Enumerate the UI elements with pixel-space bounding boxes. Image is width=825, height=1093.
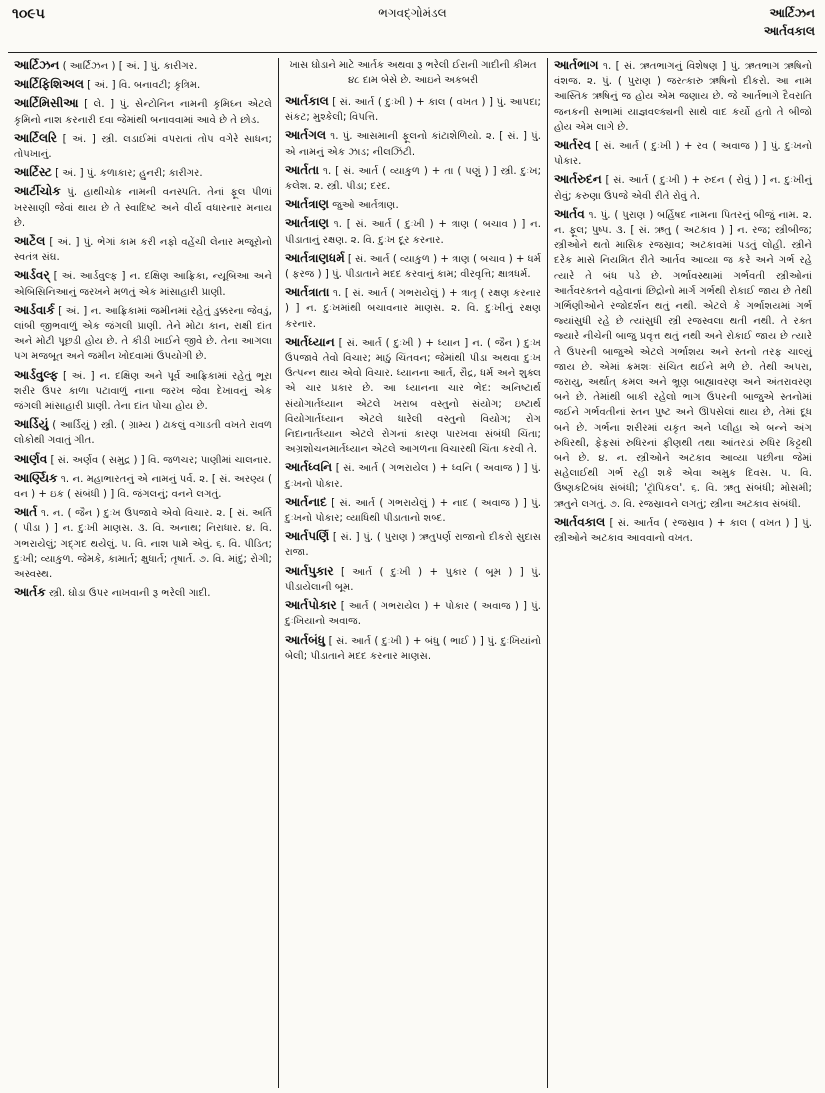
entry-headword: આર્તપોકાર	[285, 598, 337, 613]
entry-definition: [ આર્ત ( ગભરાયેલ ) + પોકાર ( અવાજ ) ] પું. દુઃખિયાનો અવાજ.	[285, 601, 541, 628]
entry-definition: ૧. [ સં. આર્ત ( વ્યાકુળ ) + તા ( પણું ) ] સ્ત્રી. દુઃખ; કલેશ. ૨. સ્ત્રી. પીડા; દરદ.	[285, 165, 541, 193]
dictionary-entry	[14, 268, 272, 299]
entry-definition: ( આર્ડિયું ) સ્ત્રી. ( ગ્રામ્ય ) ઢાકલું વગાડતી વખતે રાવળ લોકોથી ગવાતું ગીત.	[14, 420, 272, 447]
dictionary-entry	[14, 303, 272, 365]
dictionary-entry	[14, 58, 272, 74]
dictionary-entry	[554, 58, 812, 135]
guide-words	[764, 4, 815, 40]
dictionary-entry	[285, 633, 541, 664]
entry-definition: [ સં. અર્ણવ ( સમુદ્ર ) ] વિ. જળચર; પાણીમાં ચાલનાર.	[47, 454, 272, 466]
entry-definition: પું. હાથીચોક નામની વનસ્પતિ. તેનાં ફૂલ પીળાં ખરસાણી જેવાં થાય છે તે સ્વાદિષ્ટ અને વીર્ય વધારનાર મનાય છે.	[14, 187, 272, 229]
entry-headword: આર્તપુકાર	[285, 563, 334, 578]
entry-definition: ૧. ન. ( જૈન ) દુઃખ ઉપજાવે એવો વિચાર. ૨. [ સં. અર્તિ ( પીડા ) ] ન. દુઃખી માણસ. ૩. વિ. અનાથ; નિરાધાર. ૪. વિ. ગભરાયેલું; ગદ્ગદ થયેલું. ૫. વિ. નાશ પામે એવું. ૬. વિ. પીડિત; દુઃખી; વ્યાકુળ. જેમકે, કામાર્ત; ક્ષુધાર્ત; તૃષાર્ત. ૭. વિ. માંદું; રોગી; અસ્વસ્થ.	[14, 508, 272, 581]
entry-headword: આર્તત્રાણ	[285, 216, 330, 231]
entry-headword: આર્તબંધુ	[285, 632, 326, 647]
entry-headword: આર્તપર્ણિ	[285, 529, 330, 544]
entry-definition: ૧. પું. ( પુરાણ ) બર્હિષદ નામના પિતરનું બીજું નામ. ૨. ન. ફૂલ; પુષ્પ. ૩. [ સં. ઋતુ ( અટકાવ ) ] ન. રજ; સ્ત્રીબીજ; સ્ત્રીઓને થતો માસિક રજસ્રાવ; અટકાવમાં પડતું લોહી. સ્ત્રીને દરેક માસે નિયમિત રીતે આર્તવ આવ્યા જ કરે અને ગર્ભ રહે ત્યારે તે બંધ પડે છે. ગર્ભાવસ્થામાં ગર્ભવતી સ્ત્રીઓનાં આર્તવરક્તને વહેવાનાં છિદ્રોનો માર્ગ ગર્ભથી રોકાઈ જાય છે તેથી ગર્ભિણીઓને રજોદર્શન થતું નથી. એટલે કે ગર્ભાશયમાં ગર્ભ જ્યાંસુધી રહે છે ત્યાંસુધી સ્ત્રી રજસ્વલા થતી નથી. તે રક્ત જ્યારે નીચેની બાજુ પ્રવૃત્ત થતું નથી અને રોકાઈ જાય છે ત્યારે તે ઉપરની બાજુએ એટલે ગર્ભાશય અને સ્તનો તરફ ચાલ્યું જાય છે. એમાં ક્રમશઃ સંચિત થઈને મળે છે. તેથી અપરા, જરાયુ, અર્થાત્ કમલ અને ભ્રૂણ બાહ્યાવરણ અને અંતરાવરણ બને છે. તેમાંથી બાકી રહેલો ભાગ ઉપરની બાજુએ સ્તનોમાં જઈને ગર્ભવતીનાં સ્તન પુષ્ટ અને ઊપસેલાં થાય છે, તેમાં દૂધ બને છે. ગર્ભના શરીરમાં યકૃત અને પ્લીહા એ બન્ને અંગ રુધિરથી, ફેફસાં રુધિરનાં ફીણથી તથા આંતરડાં રુધિર કિટ્ટથી બને છે. ૪. ન. સ્ત્રીઓને અટકાવ આવ્યા પછીના જેમાં સહેલાઈથી ગર્ભ રહી શકે એવા અમુક દિવસ. ૫. વિ. ઉષ્ણકટિબંધ સંબંધી; 'ટ્રૉપિકલ'. ૬. વિ. ઋતુ સંબંધી; મોસમી; ઋતુને લગતું. ૭. વિ. રજસ્રાવને લગતું; સ્ત્રીના અટકાવ સંબંધી.	[554, 209, 812, 510]
entry-definition: [ અં. ] ન. આફ્રિકામાં જમીનમાં રહેતું ડુક્કરના જેવડું, લાંબી જીભવાળું એક જંગલી પ્રાણી. તેને મોટા કાન, રાક્ષી દાંત અને મોટી પૂછડી હોય છે. તે કીડી ખાઈને જીવે છે. તેના આગલા પગ મજબૂત અને જમીન ખોદવામાં ઉપયોગી છે.	[14, 305, 272, 363]
entry-definition: [ સં. આર્ત ( દુઃખી ) + કાલ ( વખત ) ] પું. આપદા; સંકટ; મુશ્કેલી; વિપત્તિ.	[285, 97, 541, 124]
entry-headword: આર્ડવાર્ક	[14, 302, 55, 317]
dictionary-entry	[14, 505, 272, 582]
entry-headword: આર્ણવ	[14, 451, 48, 466]
entry-headword: આર્ત	[14, 505, 38, 520]
dictionary-entry	[285, 564, 541, 595]
entry-headword: આર્તભાગ	[554, 58, 599, 72]
entry-definition: [ સં. આર્ત ( દુઃખી ) + બંધુ ( ભાઈ ) ] પું. દુઃખિયાંનો બેલી; પીડાતાને મદદ કરનાર માણસ.	[285, 635, 541, 662]
dictionary-entry	[285, 460, 541, 491]
entry-definition: ૧. ન. મહાભારતનું એ નામનું પર્વ. ૨. [ સં. અરણ્ય ( વન ) + ઇક ( સંબંધી ) ] વિ. જંગલનું; વનને લગતું.	[14, 473, 272, 501]
entry-headword: આર્તગલ	[285, 128, 327, 143]
dictionary-entry	[285, 285, 541, 332]
entry-definition: [ સં. આર્ત ( ગભરાયેલ ) + ધ્વનિ ( અવાજ ) ] પું. દુઃખનો પોકાર.	[285, 463, 541, 490]
dictionary-entry	[14, 417, 272, 448]
entry-definition: [ સં. આર્ત ( વ્યાકુળ ) + ત્રાણ ( બચાવ ) + ધર્મ ( ફરજ ) ] પું. પીડાતાને મદદ કરવાનું કામ; વીરવૃત્તિ; ક્ષાત્રધર્મ.	[285, 253, 541, 281]
column-middle	[278, 58, 548, 1088]
entry-headword: આર્ટેલ	[14, 234, 46, 249]
column-right	[548, 58, 818, 1088]
entry-headword: આર્ટિલરિ	[14, 130, 57, 145]
dictionary-entry	[285, 251, 541, 282]
dictionary-entry	[285, 216, 541, 247]
entry-headword: આર્ટિઝન	[14, 58, 60, 72]
dictionary-entry	[285, 529, 541, 560]
entry-definition: ૧. [ સં. ઋતભાગનું વિશેષણ ] પું. ઋતભાગ ઋષિનો વંશજ. ૨. પું. ( પુરાણ ) જરત્કારુ ઋષિનો દીકરો. આ નામ આસ્તિક ઋષિનું જ હોય એમ જણાય છે. જે આર્તભાગે દૈવરાતિ જનકની સભામાં યાજ્ઞવલ્ક્યની સાથે વાદ કર્યો હતો તે બીજો હોય એમ લાગે છે.	[554, 61, 812, 133]
dictionary-entry	[14, 131, 272, 162]
guide-word-last: આર્તવકાલ	[763, 24, 815, 38]
entry-headword: આર્ટિમિસીઆ	[14, 96, 79, 111]
dictionary-entry	[14, 452, 272, 468]
entry-headword: આર્તધ્યાન	[285, 334, 335, 349]
dictionary-entry	[554, 207, 812, 512]
entry-definition: ( આર્ટિઝન ) [ અં. ] પું. કારીગર.	[59, 61, 198, 72]
dictionary-entry	[14, 96, 272, 127]
entry-headword: આર્તકાલ	[285, 94, 329, 108]
entry-definition: [ સં. આર્ત ( દુઃખી ) + રુદન ( રોવું ) ] ન. દુઃખીનું રોવું; કરુણા ઉપજે એવી રીતે રોવું તે.	[554, 175, 812, 202]
entry-definition: [ અં. આર્ડવુલ્ફ ] ન. દક્ષિણ આફ્રિકા, ન્યૂબિઆ અને એબિસિનિઆનું જરખને મળતું એક માંસાહારી પ્રાણી.	[14, 271, 272, 298]
header-rule	[8, 52, 817, 53]
entry-headword: આર્તતા	[285, 162, 320, 177]
dictionary-entry	[14, 234, 272, 265]
entry-definition: [ સં. ] પું. ( પુરાણ ) ઋતુપર્ણ રાજાનો દીકરો સુદાસ રાજા.	[285, 532, 541, 559]
entry-definition: ૧. પું. આસમાની ફૂલનો કાંટાશેળિયો. ૨. [ સં. ] પું. એ નામનું એક ઝાડ; નીલઝિંટી.	[285, 131, 541, 158]
dictionary-entry	[285, 495, 541, 526]
dictionary-entry	[14, 165, 272, 181]
page-number: ૧૦૯૫	[12, 6, 45, 22]
entry-headword: આર્ણ્યિક	[14, 470, 58, 485]
entry-headword: આર્તત્રાતા	[285, 285, 330, 300]
entry-headword: આર્તક	[14, 585, 46, 600]
entry-definition: [ લે. ] પું. સેન્ટોનિન નામની કૃમિઘ્ન એટલે કૃમિનો નાશ કરનારી દવા જેમાંથી બનાવવામાં આવે છે તે છોડ.	[14, 99, 272, 126]
entry-headword: આર્તધ્વનિ	[285, 460, 333, 475]
entry-definition: જુઓ આર્તત્રાણ.	[329, 200, 399, 212]
entry-headword: આર્તરવ	[554, 138, 591, 153]
entry-definition: [ અં. ] પું. ભેગાં કામ કરી નફો વહેંચી લેનાર મજૂરોનો સ્વતંત્ર સંઘ.	[14, 237, 272, 264]
entry-headword: આર્ડવર્	[14, 268, 50, 283]
entry-headword: આર્ડવુલ્ફ	[14, 367, 59, 382]
dictionary-entry	[14, 184, 272, 231]
dictionary-columns	[8, 58, 818, 1088]
entry-definition: [ અં. ] સ્ત્રી. લડાઈમાં વપરાતાં તોપ વગેરે સાધન; તોપખાનું.	[14, 133, 272, 161]
entry-headword: આર્ડિયું	[14, 417, 49, 432]
entry-definition: [ આર્ત ( દુઃખી ) + પુકાર ( બૂમ ) ] પું. પીડાયેલાની બૂમ.	[285, 566, 541, 593]
dictionary-entry	[285, 128, 541, 159]
page-header	[0, 0, 825, 56]
entry-headword: આર્તનાદ	[285, 494, 327, 509]
entry-headword: આર્ટીચોક	[14, 184, 61, 199]
dictionary-entry	[285, 163, 541, 194]
entry-definition: [ સં. આર્ત ( દુઃખી ) + ધ્યાન ] ન. ( જૈન ) દુઃખ ઉપજાવે તેવો વિચાર; માઠું ચિંતવન; જેમાંથી પીડા અથવા દુઃખ ઉત્પન્ન થાય એવો વિચાર. ધ્યાનના આર્ત, રૌદ્ર, ધર્મ અને શુક્લ એ ચાર પ્રકાર છે. આ ધ્યાનના ચાર ભેદ: અનિષ્ટાર્થ સંયોગાર્તધ્યાન એટલે ખરાબ વસ્તુનો સંયોગ; ઇષ્ટાર્થ વિયોગાર્તધ્યાન એટલે ધારેલી વસ્તુનો વિયોગ; રોગ નિદાનાર્તધ્યાન એટલે રોગનાં કારણ પારખવા સંબંધી ચિંતા; અગ્રશોચનમાર્તધ્યાન એટલે આગળના વિચારથી ચિંતા કરવી તે.	[285, 337, 541, 456]
dictionary-entry	[285, 197, 541, 213]
guide-word-first: આર્ટિઝન	[769, 6, 815, 20]
entry-definition: સ્ત્રી. ઘોડા ઉપર નાખવાની રૂ ભરેલી ગાદી.	[45, 588, 211, 600]
entry-headword: આર્તત્રાણધર્મ	[285, 250, 345, 265]
entry-headword: આર્તવકાલ	[554, 514, 606, 529]
entry-headword: આર્તવ	[554, 206, 585, 221]
dictionary-entry	[554, 515, 812, 546]
entry-headword: આર્તત્રાણ	[285, 197, 330, 212]
entry-definition: ૧. [ સં. આર્ત ( ગભરાયેલું ) + ત્રાતૃ ( રક્ષણ કરનાર ) ] ન. દુઃખમાંથી બચાવનાર માણસ. ૨. વિ. દુઃખીનું રક્ષણ કરનાર.	[285, 288, 541, 330]
dictionary-entry	[14, 77, 272, 93]
dictionary-entry	[285, 94, 541, 125]
entry-definition: [ સં. આર્ત ( ગભરાયેલું ) + નાદ ( અવાજ ) ] પું. દુઃખનો પોકાર; વ્યાધિથી પીડાતાનો શબ્દ.	[285, 497, 541, 525]
entry-definition: [ અં. ] પું. કળાકાર; હુનરી; કારીગર.	[51, 168, 203, 180]
entry-definition: [ સં. આર્ત ( દુઃખી ) + રવ ( અવાજ ) ] પું. દુઃખનો પોકાર.	[554, 141, 812, 168]
running-title: ભગવદ્ગોમંડલ	[378, 6, 447, 20]
dictionary-entry	[554, 138, 812, 169]
entry-definition: ૧. [ સં. આર્ત ( દુઃખી ) + ત્રાણ ( બચાવ ) ] ન. પીડાતાનું રક્ષણ. ૨. વિ. દુઃખ દૂર કરનાર.	[285, 219, 541, 246]
dictionary-entry	[285, 335, 541, 458]
entry-definition: [ અં. ] વિ. બનાવટી; કૃત્રિમ.	[83, 80, 201, 92]
dictionary-entry	[14, 585, 272, 601]
quote-blurb: ખાસ ઘોડાને માટે આર્તક અથવા રૂ ભરેલી ઈરાની ગાદીની કીમત ૪૮ દામ બેસે છે. આઇને અકબરી	[289, 60, 537, 86]
entry-definition: [ સં. આર્તવ ( રજસ્રાવ ) + કાલ ( વખત ) ] પું. સ્ત્રીઓને અટકાવ આવવાનો વખત.	[554, 517, 812, 545]
dictionary-entry	[554, 172, 812, 203]
dictionary-entry	[14, 471, 272, 502]
dictionary-entry	[285, 598, 541, 629]
dictionary-entry	[14, 368, 272, 415]
entry-headword: આર્ટિફિશિઅલ	[14, 77, 84, 92]
entry-headword: આર્તરુદન	[554, 172, 602, 187]
entry-headword: આર્ટિસ્ટ	[14, 165, 52, 180]
entry-definition: [ અં. ] ન. દક્ષિણ અને પૂર્વ આફ્રિકામાં રહેતું ભૂરા શરીર ઉપર કાળા પટાવાળું નાના જરખ જેવા દેખાવનું એક જંગલી માંસાહારી પ્રાણી. તેના દાંત પોચા હોય છે.	[14, 370, 272, 413]
column-left	[8, 58, 278, 1088]
